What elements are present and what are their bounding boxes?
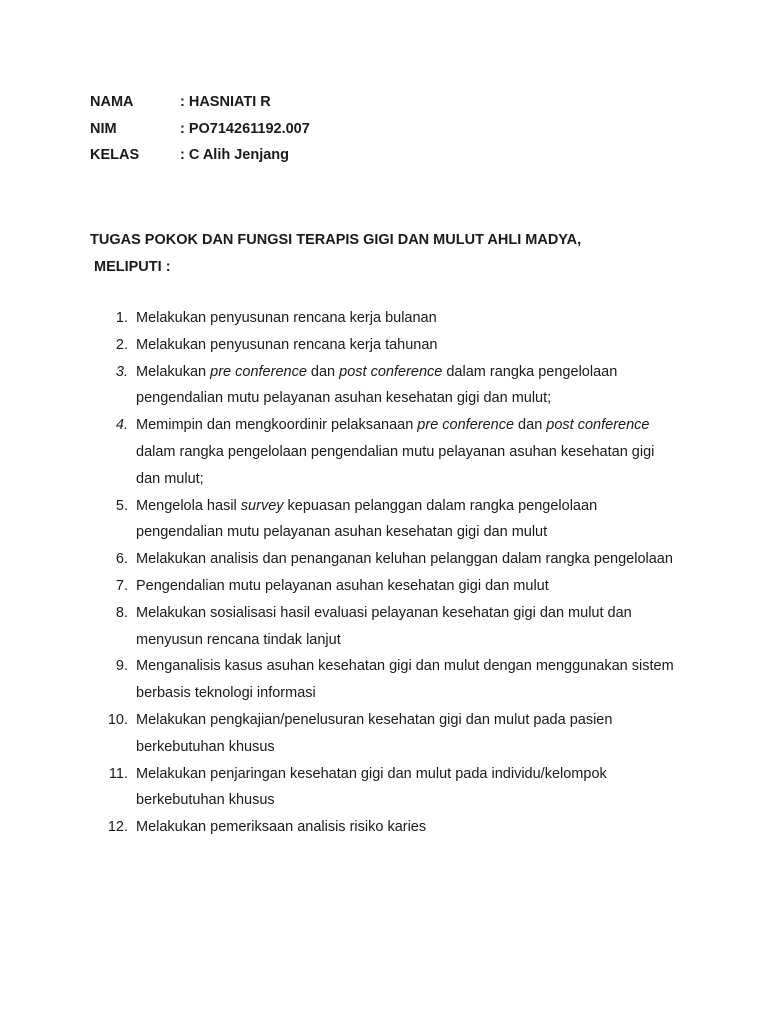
italic-term: post conference	[546, 417, 650, 434]
section-heading	[90, 227, 581, 281]
list-item-text	[136, 600, 681, 654]
list-item	[0, 707, 768, 761]
list-item-text	[136, 814, 681, 841]
list-item-text	[136, 573, 681, 600]
text-segment: dalam rangka pengelolaan pengendalian mutu pelayanan asuhan kesehatan gigi dan mulut;	[136, 363, 618, 407]
list-item-number: 4.	[115, 417, 128, 434]
text-segment: Melakukan sosialisasi hasil evaluasi pelayanan kesehatan gigi dan mulut dan menyusun rencana tindak lanjut	[136, 604, 632, 648]
list-item-text	[136, 412, 681, 492]
list-item	[0, 332, 768, 359]
text-segment: Menganalisis kasus asuhan kesehatan gigi dan mulut dengan menggunakan sistem berbasis teknologi informasi	[136, 658, 674, 702]
text-segment: dan	[306, 363, 340, 380]
text-segment: Melakukan	[136, 363, 211, 380]
nim-value: : PO714261192.007	[180, 120, 310, 137]
heading-line-1: TUGAS POKOK DAN FUNGSI TERAPIS GIGI DAN MULUT AHLI MADYA,	[90, 232, 582, 248]
list-item	[0, 493, 768, 547]
italic-term: survey	[240, 497, 284, 514]
list-item	[0, 305, 768, 332]
text-segment: Melakukan penyusunan rencana kerja bulanan	[136, 310, 437, 326]
list-item-text	[136, 707, 681, 761]
text-segment: Melakukan penjaringan kesehatan gigi dan mulut pada individu/kelompok berkebutuhan khusus	[136, 765, 607, 809]
list-item-number: 5.	[115, 497, 128, 514]
list-item-text	[136, 305, 681, 332]
list-item-number: 8.	[115, 604, 128, 621]
list-item-number: 12.	[107, 819, 128, 836]
nim-label: NIM	[90, 120, 117, 137]
identity-row-name	[90, 92, 310, 119]
text-segment: Memimpin dan mengkoordinir pelaksanaan	[136, 417, 418, 434]
list-item-text	[136, 761, 681, 815]
identity-row-class	[90, 145, 310, 172]
name-label: NAMA	[90, 94, 134, 110]
list-item-text	[136, 332, 681, 359]
italic-term: pre conference	[210, 363, 307, 380]
identity-row-nim	[90, 119, 310, 146]
text-segment: dalam rangka pengelolaan pengendalian mutu pelayanan asuhan kesehatan gigi dan mulut;	[136, 443, 655, 487]
list-item	[0, 653, 768, 707]
text-segment: dan	[514, 417, 547, 434]
heading-line-2: MELIPUTI :	[94, 259, 171, 275]
list-item	[0, 814, 768, 841]
text-segment: Melakukan analisis dan penanganan keluhan pelanggan dalam rangka pengelolaan	[136, 551, 673, 568]
text-segment: kepuasan pelanggan dalam rangka pengelolaan pengendalian mutu pelayanan asuhan kesehatan gigi dan mulut	[136, 497, 598, 541]
list-item	[0, 412, 768, 492]
list-item-number: 11.	[108, 765, 128, 782]
list-item	[0, 600, 768, 654]
text-segment: Mengelola hasil	[136, 497, 241, 514]
list-item	[0, 359, 768, 413]
list-item-number: 3.	[115, 363, 128, 380]
list-item-text	[136, 546, 681, 573]
list-item-text	[136, 653, 681, 707]
duty-list	[0, 305, 768, 841]
class-label: KELAS	[90, 147, 140, 163]
list-item-number: 6.	[115, 551, 128, 568]
text-segment: Melakukan penyusunan rencana kerja tahunan	[136, 336, 438, 353]
identity-block	[90, 92, 310, 172]
list-item	[0, 761, 768, 815]
list-item-text	[136, 359, 681, 413]
class-value: : C Alih Jenjang	[180, 147, 290, 163]
list-item-number: 1.	[115, 310, 128, 326]
list-item-number: 2.	[115, 336, 128, 353]
italic-term: post conference	[339, 363, 443, 380]
list-item	[0, 573, 768, 600]
list-item-number: 7.	[115, 577, 128, 594]
list-item	[0, 546, 768, 573]
list-item-text	[136, 493, 681, 547]
list-item-number: 9.	[115, 658, 128, 675]
text-segment: Melakukan pemeriksaan analisis risiko karies	[136, 819, 427, 836]
name-value: : HASNIATI R	[180, 94, 271, 110]
list-item-number: 10.	[107, 711, 128, 728]
text-segment: Pengendalian mutu pelayanan asuhan kesehatan gigi dan mulut	[136, 577, 549, 594]
text-segment: Melakukan pengkajian/penelusuran kesehatan gigi dan mulut pada pasien berkebutuhan khusus	[136, 711, 613, 755]
italic-term: pre conference	[417, 417, 515, 434]
